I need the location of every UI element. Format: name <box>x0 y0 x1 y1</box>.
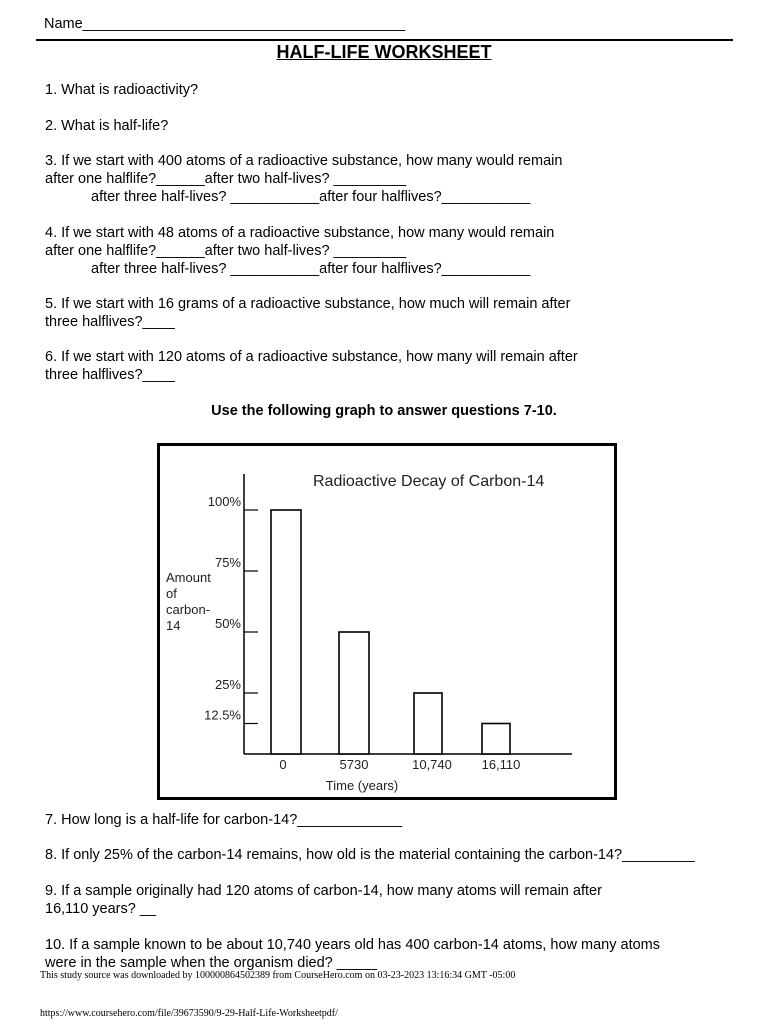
question-6-line-2: three halflives?____ <box>45 367 175 383</box>
question-9-line-1: 9. If a sample originally had 120 atoms of carbon-14, how many atoms will remain after <box>45 883 602 899</box>
y-axis-label: Amount <box>166 570 211 585</box>
y-tick-label: 75% <box>214 555 241 570</box>
x-tick-label: 5730 <box>339 757 369 772</box>
worksheet-title: HALF-LIFE WORKSHEET <box>276 42 492 62</box>
y-tick-label: 12.5% <box>204 707 241 723</box>
question-5 <box>45 295 570 331</box>
question-6-line-1: 6. If we start with 120 atoms of a radioactive substance, how many will remain after <box>45 349 578 365</box>
question-5-line-1: 5. If we start with 16 grams of a radioactive substance, how much will remain after <box>45 296 571 312</box>
x-tick-label: 10,740 <box>412 757 452 772</box>
x-axis-label: Time (years) <box>325 778 399 793</box>
x-tick-label: 0 <box>279 757 287 772</box>
question-9 <box>45 882 602 918</box>
y-tick-label: 100% <box>207 494 241 509</box>
x-tick-label: 16,110 <box>481 757 521 772</box>
y-axis-label: of <box>166 586 177 601</box>
question-1: 1. What is radioactivity? <box>45 82 199 98</box>
question-10 <box>45 936 660 972</box>
question-6 <box>45 348 578 384</box>
question-10-line-1: 10. If a sample known to be about 10,740 years old has 400 carbon-14 atoms, how many atoms <box>45 937 661 953</box>
y-axis-label: 14 <box>166 618 181 633</box>
name-field-line: Name________________________________________ <box>44 16 406 32</box>
graph-instructions: Use the following graph to answer questions 7-10. <box>211 403 557 419</box>
chart-title: Radioactive Decay of Carbon-14 <box>313 473 545 490</box>
bar <box>271 510 301 754</box>
question-4-line-3: after three half-lives? ___________after four halflives?___________ <box>91 261 531 277</box>
bar <box>339 632 369 754</box>
y-tick-label: 50% <box>214 616 241 631</box>
question-4 <box>45 224 554 278</box>
question-8: 8. If only 25% of the carbon-14 remains, how old is the material containing the carbon-14?_________ <box>45 847 695 863</box>
question-10-line-2: were in the sample when the organism died? _____ <box>45 955 378 971</box>
question-9-line-2: 16,110 years? __ <box>45 901 156 917</box>
question-3-line-3: after three half-lives? ___________after four halflives?___________ <box>91 189 531 205</box>
question-4-line-1: 4. If we start with 48 atoms of a radioactive substance, how many would remain <box>45 225 555 241</box>
bar <box>414 693 442 754</box>
decay-chart <box>160 446 614 797</box>
question-3 <box>45 152 562 206</box>
bar <box>482 724 510 755</box>
question-7: 7. How long is a half-life for carbon-14?_____________ <box>45 812 403 828</box>
y-axis-label: carbon- <box>166 602 211 617</box>
source-url: https://www.coursehero.com/file/39673590/9-29-Half-Life-Worksheetpdf/ <box>40 1008 338 1019</box>
question-2: 2. What is half-life? <box>45 118 169 134</box>
header-divider <box>36 39 733 41</box>
question-3-line-1: 3. If we start with 400 atoms of a radioactive substance, how many would remain <box>45 153 563 169</box>
y-tick-label: 25% <box>214 677 241 692</box>
question-3-line-2: after one halflife?______after two half-lives? _________ <box>45 171 407 187</box>
download-notice: This study source was downloaded by 100000864502389 from CourseHero.com on 03-23-2023 13:16:34 GMT -05:00 <box>40 970 516 981</box>
question-4-line-2: after one halflife?______after two half-lives? _________ <box>45 243 407 259</box>
question-5-line-2: three halflives?____ <box>45 314 175 330</box>
decay-chart-frame <box>157 443 617 800</box>
